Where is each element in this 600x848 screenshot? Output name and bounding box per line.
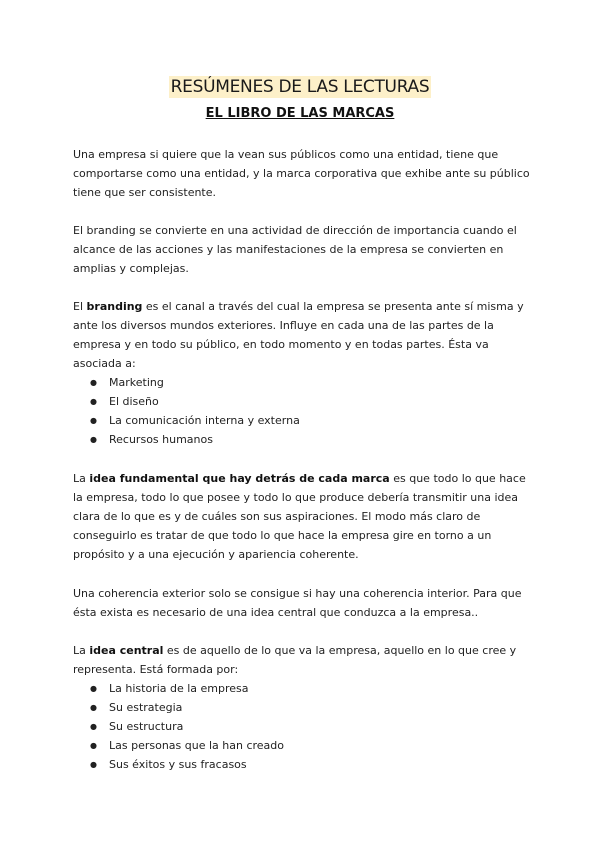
paragraph-6-bold: idea central	[89, 644, 164, 657]
paragraph-4-post: es que todo lo que hace la empresa, todo lo que posee y todo lo que produce debería transmitir una idea clara de lo que es y de cuáles son sus aspiraciones. El modo más claro de conseguirlo es tratar de que todo lo que hace la empresa gire en torno a un propósito y a una ejecución y apariencia coherente.	[73, 472, 526, 561]
paragraph-4-pre: La	[73, 472, 90, 485]
bullet-list-1	[90, 373, 490, 449]
bullet-list-2	[90, 679, 490, 774]
paragraph-4	[73, 469, 533, 564]
paragraph-3-bold: branding	[86, 300, 143, 313]
page-title: RESÚMENES DE LAS LECTURAS	[170, 77, 430, 97]
list-item: ● Las personas que la han creado	[90, 736, 490, 755]
list-item: ● El diseño	[90, 392, 490, 411]
paragraph-6-post: es de aquello de lo que va la empresa, aquello en lo que cree y representa. Está formada por:	[73, 644, 517, 676]
page-subtitle: EL LIBRO DE LAS MARCAS	[205, 106, 395, 121]
paragraph-1: Una empresa si quiere que la vean sus públicos como una entidad, tiene que comportarse como una entidad, y la marca corporativa que exhibe ante su público tiene que ser consistente.	[73, 148, 530, 199]
paragraph-6	[73, 641, 533, 679]
title-wrap	[0, 76, 600, 98]
list-item: ● Sus éxitos y sus fracasos	[90, 755, 490, 774]
paragraph-3-pre: El	[73, 300, 87, 313]
list-item: ● Marketing	[90, 373, 490, 392]
list-item: ● La comunicación interna y externa	[90, 411, 490, 430]
list-item: ● Su estructura	[90, 717, 490, 736]
paragraph-3-post: es el canal a través del cual la empresa se presenta ante sí misma y ante los diversos mundos exteriores. Influye en cada una de las partes de la empresa y en todo su público, en todo momento y en todas partes. Ésta va asociada a:	[73, 300, 524, 370]
list-item: ● Su estrategia	[90, 698, 490, 717]
list-item: ● La historia de la empresa	[90, 679, 490, 698]
paragraph-5: Una coherencia exterior solo se consigue si hay una coherencia interior. Para que ésta exista es necesario de una idea central que conduzca a la empresa..	[73, 587, 522, 619]
list-item: ● Recursos humanos	[90, 430, 490, 449]
paragraph-2: El branding se convierte en una actividad de dirección de importancia cuando el alcance de las acciones y las manifestaciones de la empresa se convierten en amplias y complejas.	[73, 224, 517, 275]
paragraph-4-bold: idea fundamental que hay detrás de cada marca	[89, 472, 390, 485]
paragraph-6-pre: La	[73, 644, 90, 657]
paragraph-3	[73, 297, 533, 373]
